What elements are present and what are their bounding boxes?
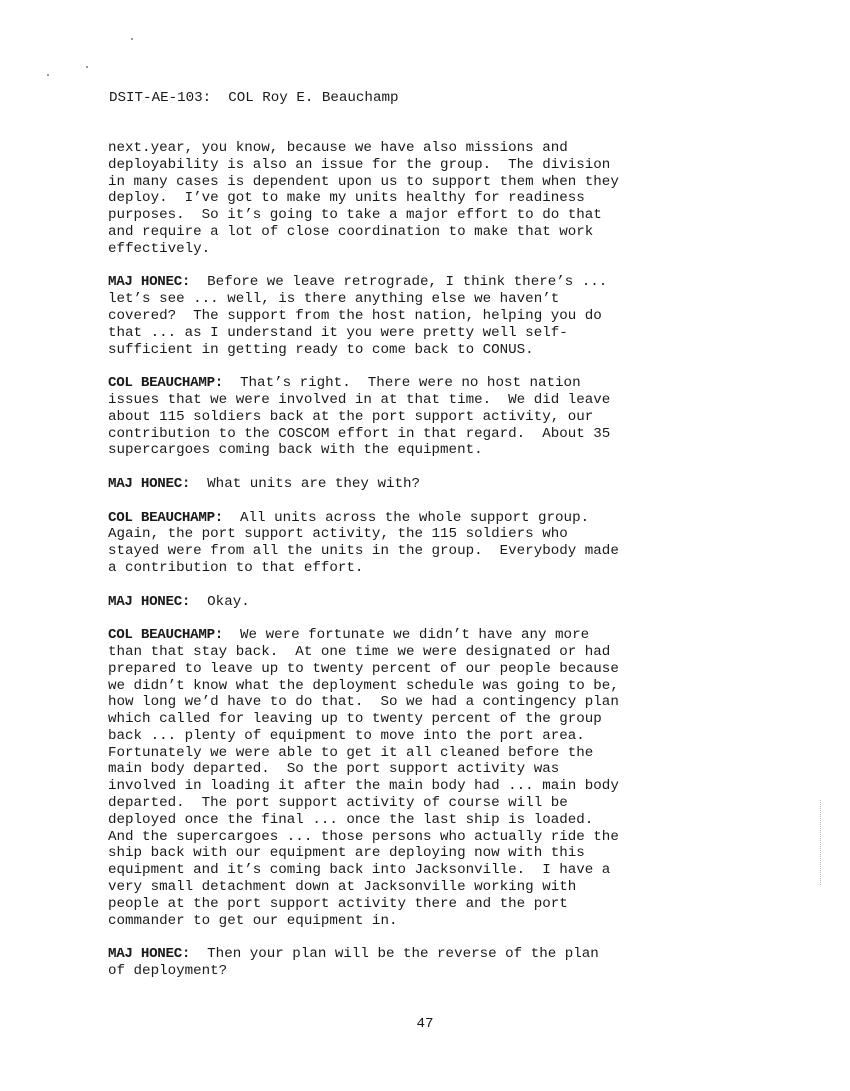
scan-speck <box>86 66 88 68</box>
scan-margin-mark <box>820 800 822 885</box>
paragraph-text: Before we leave retrograde, I think there’s ... let’s see ... well, is there anything else we haven’t covered? The support from the host nation, helping you do that ... as I understand it you were pretty well self- sufficient in getting ready to come back to CONUS. <box>108 274 608 358</box>
transcript-paragraph <box>108 627 748 929</box>
transcript-paragraph <box>108 476 748 493</box>
transcript-paragraph <box>108 140 748 258</box>
page-number: 47 <box>416 1016 434 1032</box>
speaker-label: COL BEAUCHAMP: <box>108 509 223 526</box>
scan-speck <box>131 38 133 40</box>
interviewee-name: COL Roy E. Beauchamp <box>228 90 399 106</box>
speaker-label: MAJ HONEC: <box>108 475 191 492</box>
paragraph-text: Then your plan will be the reverse of the plan of deployment? <box>108 946 599 980</box>
transcript-body <box>108 140 748 997</box>
speaker-label: MAJ HONEC: <box>108 593 191 610</box>
transcript-paragraph <box>108 594 748 611</box>
transcript-paragraph <box>108 375 748 459</box>
document-header <box>109 90 398 107</box>
speaker-label: COL BEAUCHAMP: <box>108 375 223 392</box>
scan-speck <box>47 74 49 76</box>
speaker-label: COL BEAUCHAMP: <box>108 627 223 644</box>
transcript-paragraph <box>108 946 748 980</box>
paragraph-text: Okay. <box>190 593 250 610</box>
paragraph-text: What units are they with? <box>190 475 421 492</box>
transcript-paragraph <box>108 274 748 358</box>
document-id: DSIT-AE-103: <box>109 90 212 106</box>
paragraph-text: next.year, you know, because we have also missions and deployability is also an issue for the group. The division in many cases is dependent upon us to support them when they deploy. I’ve got to make my units healthy for readiness purposes. So it’s going to take a major effort to do that and require a lot of close coordination to make that work effectively. <box>108 140 619 257</box>
paragraph-text: We were fortunate we didn’t have any more than that stay back. At one time we were designated or had prepared to leave up to twenty percent of our people because we didn’t know what the deployment schedule was going to be, how long we’d have to do that. So we had a contingency plan which called for leaving up to twenty percent of the group back ... plenty of equipment to move into the port area. Fortunately we were able to get it all cleaned before the main body departed. So the port support activity was involved in loading it after the main body had ... main body departed. The port support activity of course will be deployed once the final ... once the last ship is loaded. And the supercargoes ... those persons who actually ride the ship back with our equipment are deploying now with this equipment and it’s coming back into Jacksonville. I have a very small detachment down at Jacksonville working with people at the port support activity there and the port commander to get our equipment in. <box>108 627 619 929</box>
paragraph-text: All units across the whole support group. Again, the port support activity, the 115 soldiers who stayed were from all the units in the group. Everybody made a contribution to that effort. <box>108 509 619 576</box>
transcript-paragraph <box>108 510 748 577</box>
speaker-label: MAJ HONEC: <box>108 274 191 291</box>
speaker-label: MAJ HONEC: <box>108 946 191 963</box>
paragraph-text: That’s right. There were no host nation issues that we were involved in at that time. We did leave about 115 soldiers back at the port support activity, our contribution to the COSCOM effort in that regard. About 35 supercargoes coming back with the equipment. <box>108 375 611 459</box>
